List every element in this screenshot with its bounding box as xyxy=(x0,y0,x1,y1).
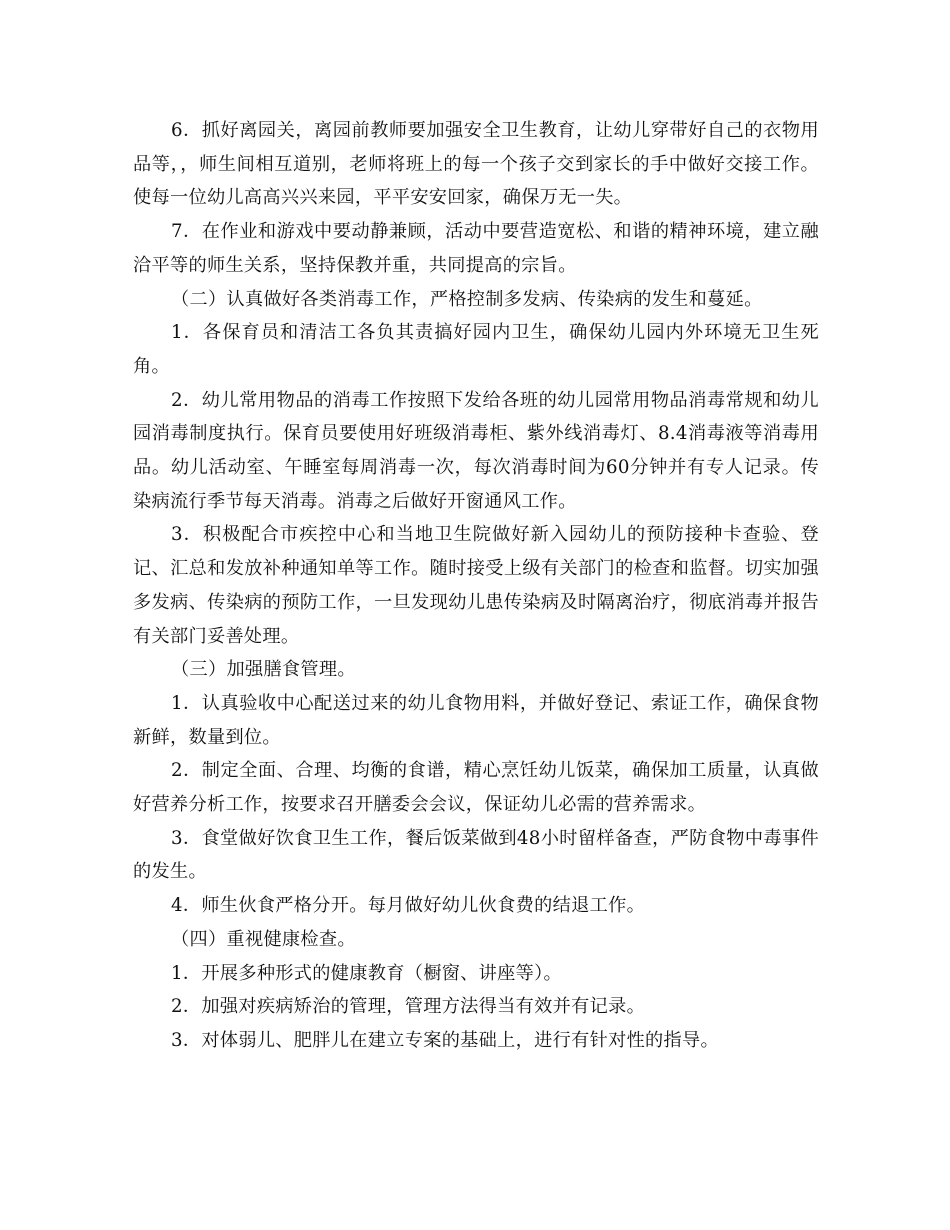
paragraph-disinfection-3: 3．积极配合市疾控中心和当地卫生院做好新入园幼儿的预防接种卡查验、登记、汇总和发放补种通知单等工作。随时接受上级有关部门的检查和监督。切实加强多发病、传染病的预防工作，一旦发现幼儿患传染病及时隔离治疗，彻底消毒并报告有关部门妥善处理。 xyxy=(133,524,819,647)
section-heading-meals: （三）加强膳食管理。 xyxy=(171,659,356,681)
paragraph-item-6: 6．抓好离园关，离园前教师要加强安全卫生教育，让幼儿穿带好自己的衣物用品等，，师生间相互道别，老师将班上的每一个孩子交到家长的手中做好交接工作。使每一位幼儿高高兴兴来园，平平安安回家，确保万无一失。 xyxy=(133,120,819,209)
paragraph-item-7: 7．在作业和游戏中要动静兼顾，活动中要营造宽松、和谐的精神环境，建立融洽平等的师生关系，坚持保教并重，共同提高的宗旨。 xyxy=(133,221,819,276)
paragraph-health-1: 1．开展多种形式的健康教育（橱窗、讲座等）。 xyxy=(171,962,563,984)
paragraph-disinfection-2: 2．幼儿常用物品的消毒工作按照下发给各班的幼儿园常用物品消毒常规和幼儿园消毒制度执行。保育员要使用好班级消毒柜、紫外线消毒灯、8.4消毒液等消毒用品。幼儿活动室、午睡室每周消毒一次，每次消毒时间为60分钟并有专人记录。传染病流行季节每天消毒。消毒之后做好开窗通风工作。 xyxy=(133,389,819,512)
paragraph-meals-2: 2．制定全面、合理、均衡的食谱，精心烹饪幼儿饭菜，确保加工质量，认真做好营养分析工作，按要求召开膳委会会议，保证幼儿必需的营养需求。 xyxy=(133,760,819,816)
paragraph-meals-3: 3．食堂做好饮食卫生工作，餐后饭菜做到48小时留样备查，严防食物中毒事件的发生。 xyxy=(133,827,819,883)
paragraph-disinfection-1: 1．各保育员和清洁工各负其责搞好园内卫生，确保幼儿园内外环境无卫生死角。 xyxy=(133,322,819,377)
section-heading-health-check: （四）重视健康检查。 xyxy=(171,928,356,950)
section-heading-disinfection: （二）认真做好各类消毒工作，严格控制多发病、传染病的发生和蔓延。 xyxy=(171,288,763,310)
paragraph-meals-4: 4．师生伙食严格分开。每月做好幼儿伙食费的结退工作。 xyxy=(171,895,646,917)
document-body xyxy=(133,114,819,1058)
paragraph-health-3: 3．对体弱儿、肥胖儿在建立专案的基础上，进行有针对性的指导。 xyxy=(171,1029,720,1051)
paragraph-health-2: 2．加强对疾病矫治的管理，管理方法得当有效并有记录。 xyxy=(171,996,646,1018)
paragraph-meals-1: 1．认真验收中心配送过来的幼儿食物用料，并做好登记、索证工作，确保食物新鲜，数量到位。 xyxy=(133,692,819,748)
